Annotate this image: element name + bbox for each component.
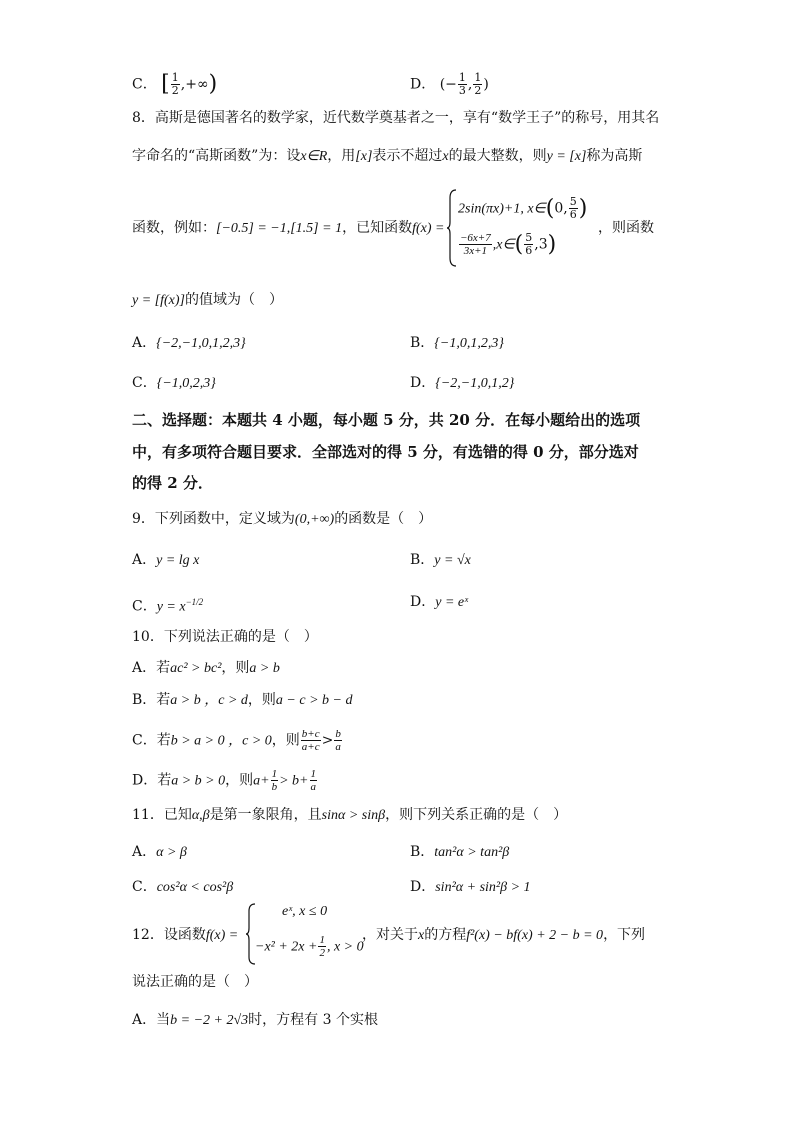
fraction xyxy=(310,768,318,793)
denominator: a xyxy=(335,741,341,753)
q12-stem-left xyxy=(132,925,238,946)
q8-piece2: $\frac{-6x+7}{3x+1}$ ,x∈( $\frac{5}{6}$ ,3) xyxy=(460,231,557,257)
math: a > b xyxy=(249,661,280,676)
option-label: C． xyxy=(132,76,157,93)
math: b > a > 0 ，c > 0 xyxy=(170,733,272,749)
text: 11．已知 xyxy=(132,807,192,823)
math: y = [x] xyxy=(546,149,587,164)
q9-stem xyxy=(132,509,432,530)
denominator: a xyxy=(310,781,316,793)
q11-option-b xyxy=(410,842,509,863)
q12-option-a xyxy=(132,1010,378,1031)
q8-option-b xyxy=(410,333,504,354)
option-label: D．若 xyxy=(132,772,172,789)
q10-option-a xyxy=(132,658,280,679)
math: a > b ，c > d xyxy=(170,693,248,708)
q8-line2 xyxy=(132,146,642,167)
text: ，则 xyxy=(221,660,250,676)
math: α,β xyxy=(191,808,210,823)
math: f(x) = xyxy=(412,221,445,236)
text: 的函数是（ ） xyxy=(334,511,433,527)
q12-line2: 说法正确的是（ ） xyxy=(132,974,258,990)
math: , x > 0 xyxy=(326,939,364,955)
denominator: 2 xyxy=(319,947,325,959)
text: ，则下列关系正确的是（ ） xyxy=(385,807,568,823)
fraction xyxy=(318,934,326,959)
math: x xyxy=(418,928,425,943)
q9-option-d xyxy=(410,592,468,613)
numerator: 1 xyxy=(271,768,278,780)
math: y = x xyxy=(156,599,186,615)
text: ，用 xyxy=(327,148,356,164)
numerator: −6x+7 xyxy=(460,232,491,244)
denominator: a+c xyxy=(301,741,320,753)
option-label: D． xyxy=(410,76,436,93)
math: ac² > bc² xyxy=(170,661,222,676)
math: ,x∈ xyxy=(492,237,515,253)
math: y = [f(x)] xyxy=(132,293,185,308)
section2-line2: 中，有多项符合题目要求．全部选对的得 5 分，有选错的得 0 分，部分选对 xyxy=(132,443,639,461)
left-bracket: [ xyxy=(161,71,170,97)
math: > b+ xyxy=(279,773,309,789)
option-label: C． xyxy=(132,879,157,895)
close-paren: ) xyxy=(483,76,489,93)
math: {−1,0,2,3} xyxy=(156,376,216,391)
text: 表示不超过 xyxy=(372,148,443,164)
numerator: b xyxy=(335,728,341,740)
q10-option-b xyxy=(132,690,352,711)
q11-stem xyxy=(132,805,567,826)
numerator: 1 xyxy=(310,768,316,780)
option-label: B． xyxy=(410,844,435,860)
plus-infinity: ,+∞ xyxy=(180,76,209,93)
option-label: C．若 xyxy=(132,732,171,749)
q8-line1: 8．高斯是德国著名的数学家，近代数学奠基者之一，享有“数学王子”的称号，用其名 xyxy=(132,110,660,126)
exponent: −1/2 xyxy=(185,597,204,607)
option-label: D． xyxy=(410,375,436,391)
right-paren: ) xyxy=(578,196,588,221)
option-label: A．若 xyxy=(132,660,171,676)
text: 是第一象限角，且 xyxy=(209,807,322,823)
right-paren: ) xyxy=(547,232,557,257)
option-label: B．若 xyxy=(132,692,171,708)
fraction xyxy=(334,728,342,753)
q8-option-d xyxy=(410,373,514,394)
section2-line3: 的得 2 分． xyxy=(132,474,213,492)
q8-option-c xyxy=(132,373,216,394)
math: sin²α + sin²β > 1 xyxy=(435,880,531,895)
q12-stem-right xyxy=(362,925,645,946)
denominator: b xyxy=(271,781,278,793)
fraction: $\frac{5}{6}$ xyxy=(569,195,577,221)
option-label: D． xyxy=(410,879,436,895)
q8-line3-tail: ，则函数 xyxy=(598,220,654,236)
q9-option-b xyxy=(410,550,471,571)
text: 字命名的“高斯函数”为：设 xyxy=(132,148,301,164)
text: 时，方程有 3 个实根 xyxy=(248,1012,378,1028)
math: [x] xyxy=(355,149,373,164)
q7-option-c xyxy=(132,72,217,97)
option-label: B． xyxy=(410,552,435,568)
option-label: A．当 xyxy=(132,1012,171,1028)
math: f²(x) − bf(x) + 2 − b = 0 xyxy=(466,928,604,943)
fraction: $\frac{5}{6}$ xyxy=(525,231,533,257)
text: ，已知函数 xyxy=(342,220,413,236)
fraction: $\frac{1}{3}$ xyxy=(458,71,466,97)
q12-piece1: eˣ, x ≤ 0 xyxy=(282,904,328,919)
text: 函数，例如： xyxy=(132,220,216,236)
text: ，则 xyxy=(225,772,254,789)
q10-option-d xyxy=(132,768,318,793)
text: ，则 xyxy=(271,732,300,749)
math: {−2,−1,0,1,2} xyxy=(435,376,515,391)
numerator: b+c xyxy=(301,728,320,740)
math: a+ xyxy=(253,773,270,789)
math: b = −2 + 2√3 xyxy=(170,1013,249,1028)
q10-option-c xyxy=(132,728,343,753)
math: x∈R xyxy=(300,149,328,164)
q11-option-c xyxy=(132,877,233,898)
text: 的最大整数，则 xyxy=(448,148,547,164)
option-label: A． xyxy=(132,552,157,568)
math: α > β xyxy=(156,845,187,860)
piecewise-brace-icon xyxy=(446,188,458,268)
text: 的值域为（ ） xyxy=(185,292,283,308)
math: y = lg x xyxy=(156,553,200,568)
math: a − c > b − d xyxy=(275,693,353,708)
q9-option-a xyxy=(132,550,199,571)
text: ，则 xyxy=(247,692,276,708)
math: y = eˣ xyxy=(435,595,469,610)
option-label: D． xyxy=(410,594,436,610)
q8-option-a xyxy=(132,333,246,354)
math: {−1,0,1,2,3} xyxy=(434,336,504,351)
math: cos²α < cos²β xyxy=(156,880,234,895)
fraction: $\frac{1}{2}$ xyxy=(171,71,179,97)
q11-option-a xyxy=(132,842,187,863)
fraction: $\frac{1}{2}$ xyxy=(474,71,482,97)
q7-option-d: D． (− $\frac{1}{3}$ , $\frac{1}{2}$ ) xyxy=(410,71,489,97)
option-label: C． xyxy=(132,598,157,615)
math: [−0.5] = −1,[1.5] = 1 xyxy=(216,221,343,236)
math: {−2,−1,0,1,2,3} xyxy=(156,336,246,351)
q9-option-c xyxy=(132,592,203,618)
math: (0,+∞) xyxy=(294,512,335,527)
q12-piece2 xyxy=(255,934,364,959)
left-paren: ( xyxy=(545,196,555,221)
option-label: A． xyxy=(132,335,157,351)
math: a > b > 0 xyxy=(171,773,226,789)
q11-option-d xyxy=(410,877,531,898)
text: 9．下列函数中，定义域为 xyxy=(132,511,295,527)
right-paren: ) xyxy=(208,71,218,97)
math: sinα > sinβ xyxy=(321,808,386,823)
math: −x² + 2x + xyxy=(255,939,318,955)
q10-stem: 10．下列说法正确的是（ ） xyxy=(132,629,318,645)
fraction xyxy=(301,728,321,753)
numerator: 1 xyxy=(319,934,325,946)
open-paren: (− xyxy=(439,76,457,93)
section2-line1: 二、选择题：本题共 4 小题，每小题 5 分，共 20 分．在每小题给出的选项 xyxy=(132,411,641,429)
option-label: C． xyxy=(132,375,157,391)
math: y = √x xyxy=(434,553,471,568)
math: f(x) = xyxy=(205,928,239,943)
q8-line3 xyxy=(132,218,444,239)
q8-piece1: 2sin(πx)+1, x∈(0, $\frac{5}{6}$ ) xyxy=(458,195,588,221)
text: ，对关于 xyxy=(362,927,418,943)
text: 的方程 xyxy=(424,927,467,943)
option-label: B． xyxy=(410,335,435,351)
math: 2sin(πx)+1, x∈ xyxy=(458,201,546,217)
fraction xyxy=(271,768,279,793)
text: 称为高斯 xyxy=(586,148,643,164)
text: ，下列 xyxy=(603,927,646,943)
fraction xyxy=(459,232,492,257)
left-paren: ( xyxy=(514,232,524,257)
text: > xyxy=(321,732,334,749)
q8-line4 xyxy=(132,290,283,311)
option-label: A． xyxy=(132,844,157,860)
text: 12．设函数 xyxy=(132,927,206,943)
math: tan²α > tan²β xyxy=(434,845,510,860)
denominator: 3x+1 xyxy=(463,245,488,257)
math: x xyxy=(442,149,449,164)
